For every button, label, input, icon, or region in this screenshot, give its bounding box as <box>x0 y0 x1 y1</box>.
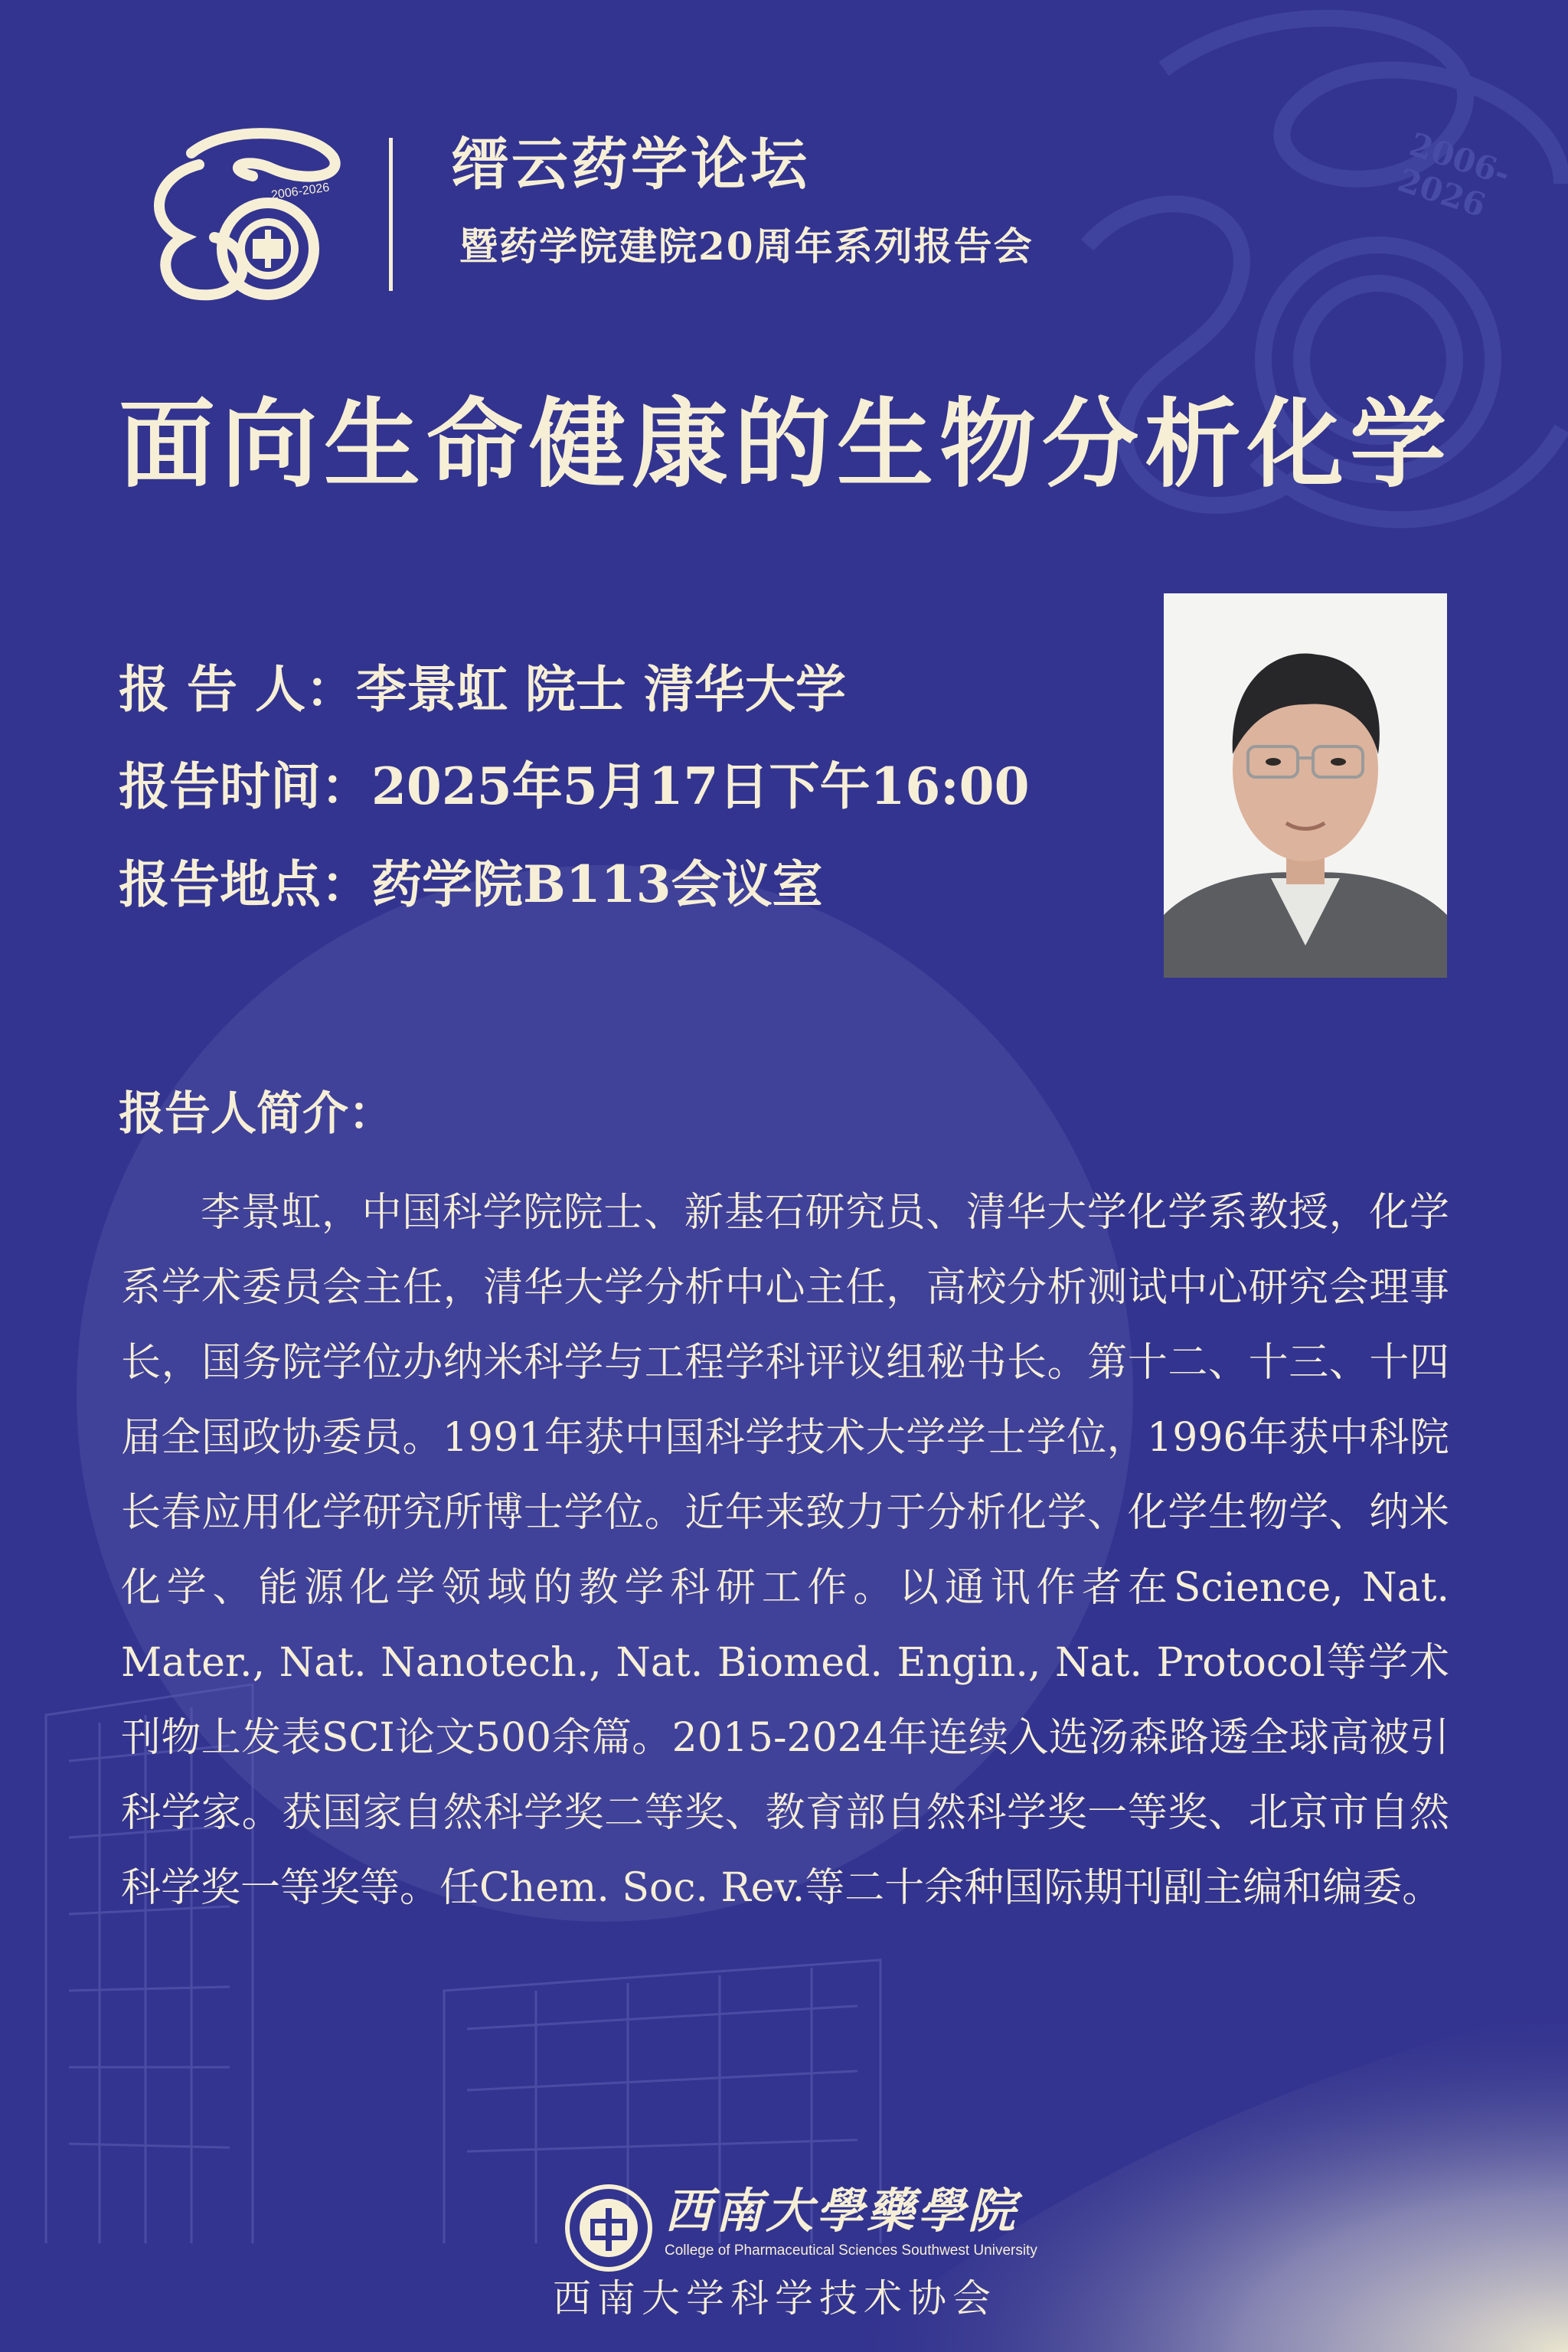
university-seal <box>563 2182 655 2274</box>
anniversary-logo <box>138 122 352 306</box>
university-name-en: College of Pharmaceutical Sciences Southwest University <box>665 2243 1037 2259</box>
forum-subtitle: 暨药学院建院20周年系列报告会 <box>459 224 1034 269</box>
logo-years: 2006-2026 <box>270 181 331 202</box>
header-divider <box>389 138 393 291</box>
speaker-photo <box>1164 593 1447 978</box>
university-name-cn: 西南大學藥學院 <box>665 2183 1019 2239</box>
time-info: 报告时间：2025年5月17日下午16:00 <box>119 756 1030 816</box>
bio-heading: 报告人简介： <box>119 1087 394 1141</box>
forum-title: 缙云药学论坛 <box>452 132 810 198</box>
report-title: 面向生命健康的生物分析化学 <box>119 387 1452 501</box>
watermark-years: 2006-2026 <box>1393 125 1515 225</box>
speaker-info: 报 告 人：李景虹 院士 清华大学 <box>119 659 846 719</box>
bio-paragraph: 李景虹，中国科学院院士、新基石研究员、清华大学化学系教授，化学系学术委员会主任，清华大学分析中心主任，高校分析测试中心研究会理事长，国务院学位办纳米科学与工程学科评议组秘书长。第十二、十三、十四届全国政协委员。1991年获中国科学技术大学学士学位，1996年获中科院长春应用化学研究所博士学位。近年来致力于分析化学、化学生物学、纳米化学、能源化学领域的教学科研工作。以通讯作者在Science, Nat. Mater., Nat. Nanotech., Nat. Biomed. Engin., Nat. Protocol等学术刊物上发表SCI论文500余篇。2015-2024年连续入选汤森路透全球高被引科学家。获国家自然科学奖二等奖、教育部自然科学奖一等奖、北京市自然科学奖一等奖等。任Chem. Soc. Rev.等二十余种国际期刊副主编和编委。 <box>121 1190 1449 1911</box>
location-info: 报告地点：药学院B113会议室 <box>119 854 823 914</box>
bio-text-block <box>121 1175 1449 1926</box>
association-name: 西南大学科学技术协会 <box>553 2276 997 2321</box>
